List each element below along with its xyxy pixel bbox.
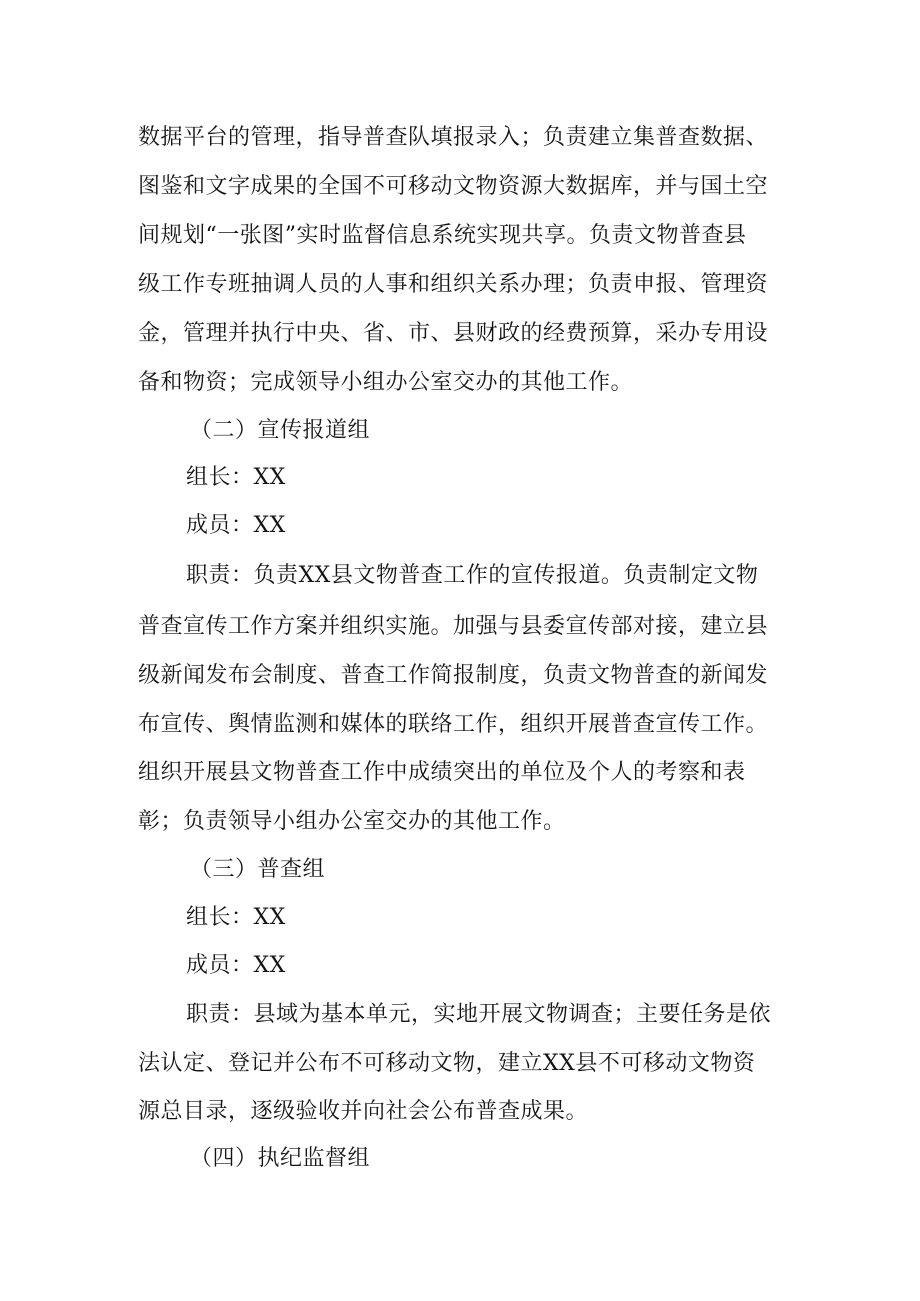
group-members: 成员：XX: [186, 953, 286, 978]
paragraph-line: 图鉴和文字成果的全国不可移动文物资源大数据库，并与国土空: [138, 174, 769, 199]
paragraph-line: 级工作专班抽调人员的人事和组织关系办理；负责申报、管理资: [138, 272, 769, 297]
group-members: 成员：XX: [186, 513, 286, 538]
group-leader: 组长：XX: [186, 905, 286, 930]
duties-line: 级新闻发布会制度、普查工作简报制度，负责文物普查的新闻发: [138, 663, 769, 688]
paragraph-line: 数据平台的管理，指导普查队填报录入；负责建立集普查数据、: [138, 125, 769, 150]
duties-line: 职责：负责XX县文物普查工作的宣传报道。负责制定文物: [186, 563, 759, 588]
duties-line: 彰；负责领导小组办公室交办的其他工作。: [138, 809, 566, 834]
group-leader: 组长：XX: [186, 465, 286, 490]
duties-line: 组织开展县文物普查工作中成绩突出的单位及个人的考察和表: [138, 760, 746, 785]
duties-line: 布宣传、舆情监测和媒体的联络工作，组织开展普查宣传工作。: [138, 712, 769, 737]
duties-line: 源总目录，逐级验收并向社会公布普查成果。: [138, 1099, 589, 1124]
paragraph-line: 备和物资；完成领导小组办公室交办的其他工作。: [138, 370, 634, 395]
paragraph-line: 金，管理并执行中央、省、市、县财政的经费预算，采办专用设: [138, 321, 769, 346]
duties-line: 法认定、登记并公布不可移动文物，建立XX县不可移动文物资: [138, 1051, 756, 1076]
duties-line: 普查宣传工作方案并组织实施。加强与县委宣传部对接，建立县: [138, 614, 769, 639]
section-heading: （三）普查组: [190, 857, 326, 882]
section-heading: （二）宣传报道组: [190, 418, 371, 443]
section-heading: （四）执纪监督组: [190, 1146, 371, 1171]
paragraph-line: 间规划“一张图”实时监督信息系统实现共享。负责文物普查县: [138, 223, 747, 248]
duties-line: 职责：县域为基本单元，实地开展文物调查；主要任务是依: [186, 1002, 772, 1027]
